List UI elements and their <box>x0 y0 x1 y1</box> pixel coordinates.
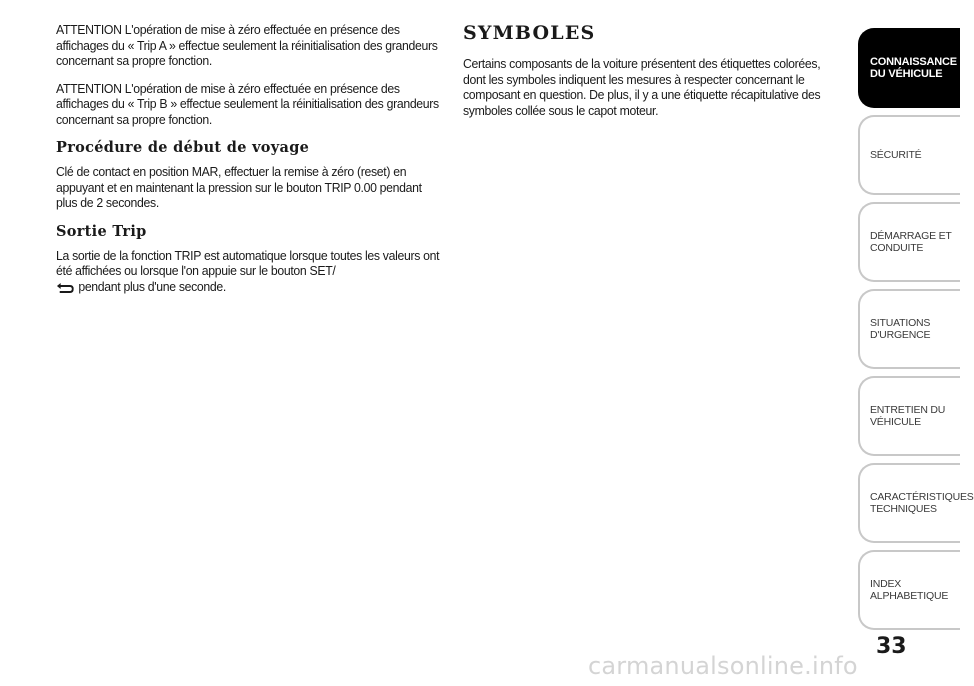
tab-label: CONNAISSANCE DU VÉHICULE <box>870 56 957 80</box>
tab-entretien-vehicule[interactable] <box>858 376 960 456</box>
attention-trip-a: ATTENTION L'opération de mise à zéro effectuée en présence des affichages du « Trip A » effectue seulement la réinitialisation des grandeurs concernant sa propre fonction. <box>56 22 438 68</box>
tab-label: INDEX ALPHABETIQUE <box>870 578 949 602</box>
right-column <box>463 22 841 130</box>
tab-index-alphabetique[interactable] <box>858 550 960 630</box>
tab-label: CARACTÉRISTIQUES TECHNIQUES <box>870 491 974 515</box>
tab-situations-urgence[interactable] <box>858 289 960 369</box>
tab-label: SÉCURITÉ <box>870 149 922 161</box>
back-arrow-icon <box>56 281 75 297</box>
tab-label: SITUATIONS D'URGENCE <box>870 317 931 341</box>
trip-exit-text-main: La sortie de la fonction TRIP est automatique lorsque toutes les valeurs ont été affichées ou lorsque l'on appuie sur le bouton SET/ <box>56 247 440 278</box>
watermark: carmanualsonline.info <box>588 652 858 680</box>
trip-exit-text <box>56 248 442 297</box>
heading-trip-exit: Sortie Trip <box>56 222 147 240</box>
tab-connaissance-vehicule[interactable] <box>858 28 960 108</box>
symboles-text: Certains composants de la voiture présentent des étiquettes colorées, dont les symboles indiquent les mesures à respecter concernant le composant en question. De plus, il y a une étiquette récapitulative des symboles collée sous le capot moteur. <box>463 56 821 118</box>
page-number: 33 <box>876 634 907 659</box>
tab-caracteristiques-techniques[interactable] <box>858 463 974 543</box>
left-column <box>56 22 444 308</box>
tab-label: DÉMARRAGE ET CONDUITE <box>870 230 952 254</box>
tab-demarrage-conduite[interactable] <box>858 202 960 282</box>
trip-exit-text-cont: pendant plus d'une seconde. <box>78 278 226 294</box>
heading-trip-start: Procédure de début de voyage <box>56 139 310 156</box>
trip-start-text: Clé de contact en position MAR, effectuer la remise à zéro (reset) en appuyant et en maintenant la pression sur le bouton TRIP 0.00 pendant plus de 2 secondes. <box>56 164 422 210</box>
tab-label: ENTRETIEN DU VÉHICULE <box>870 404 946 428</box>
heading-symboles: SYMBOLES <box>463 22 596 44</box>
attention-trip-b: ATTENTION L'opération de mise à zéro effectuée en présence des affichages du « Trip B » effectue seulement la réinitialisation des grandeurs concernant sa propre fonction. <box>56 80 439 127</box>
tab-securite[interactable] <box>858 115 960 195</box>
